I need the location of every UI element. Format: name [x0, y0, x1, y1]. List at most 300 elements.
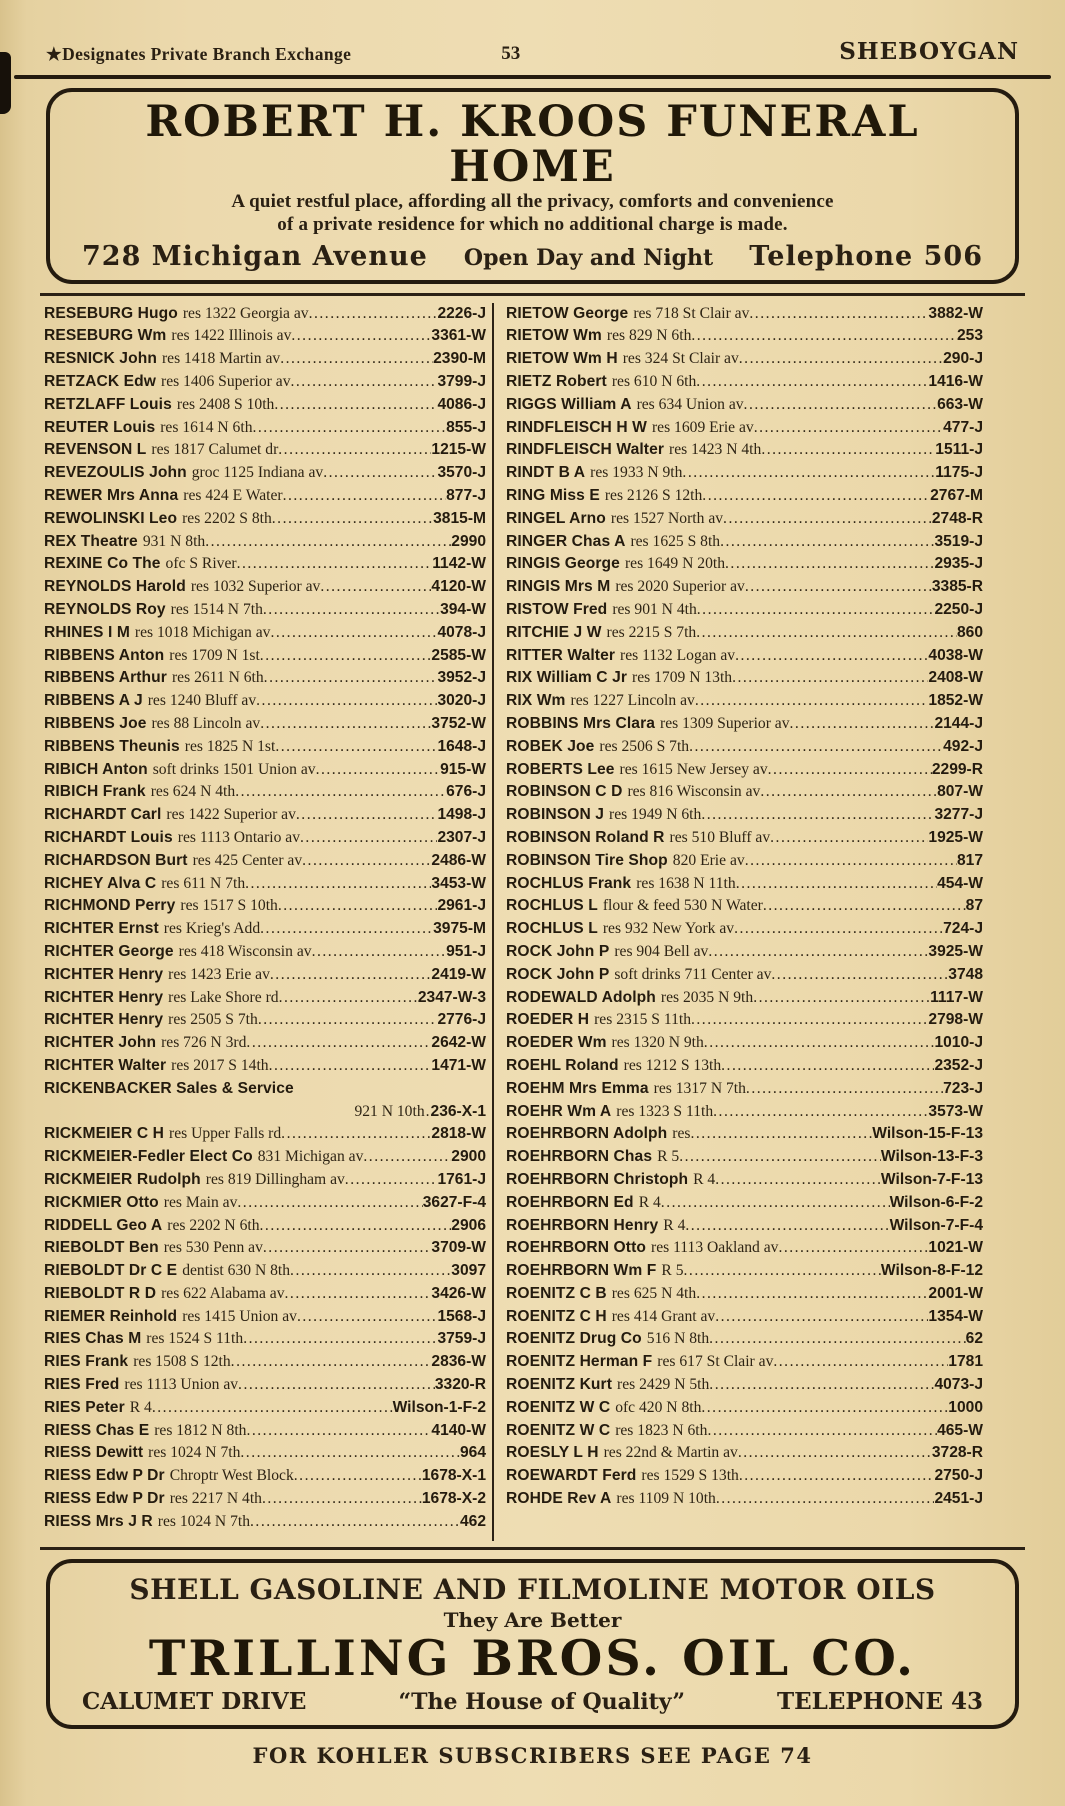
entry-phone: 2748-R	[931, 509, 983, 527]
entry-name: RISTOW Fred	[506, 600, 608, 618]
entry-info: res 2505 S 7th	[168, 1011, 258, 1029]
entry-phone: 3573-W	[928, 1102, 983, 1120]
entry-phone: 477-J	[943, 418, 983, 436]
entry-info: res 1508 S 12th	[133, 1353, 231, 1371]
entry-phone: 676-J	[446, 783, 486, 801]
directory-entry	[506, 964, 983, 987]
directory-entry	[506, 1101, 983, 1124]
directory-entry	[506, 736, 983, 759]
directory-entry	[506, 827, 983, 850]
entry-info: R 4	[663, 1216, 686, 1234]
leader-dots	[773, 1351, 948, 1374]
leader-dots	[754, 417, 943, 440]
leader-dots	[721, 1055, 934, 1078]
entry-phone: 3815-M	[433, 509, 486, 527]
leader-dots	[691, 325, 957, 348]
leader-dots	[245, 873, 431, 896]
entry-name: RINGIS George	[506, 555, 620, 573]
leader-dots	[316, 759, 441, 782]
entry-phone: 807-W	[937, 783, 983, 801]
leader-dots	[749, 303, 928, 326]
entry-info: res 1524 S 11th	[146, 1330, 244, 1348]
leader-dots	[258, 1009, 438, 1032]
directory-entry	[44, 508, 486, 531]
directory-entry	[44, 1123, 486, 1146]
entry-phone: 253	[956, 327, 983, 345]
city-name: SHEBOYGAN	[839, 38, 1019, 65]
entry-info: Chroptr West Block	[169, 1467, 294, 1485]
leader-dots	[732, 667, 928, 690]
entry-info: dentist 630 N 8th	[182, 1262, 291, 1280]
directory-entry	[44, 1374, 486, 1397]
directory-entry	[44, 348, 486, 371]
entry-name: REYNOLDS Harold	[44, 578, 186, 596]
entry-phone: 4038-W	[928, 646, 983, 664]
entry-info: res 1024 N 7th	[157, 1512, 251, 1530]
entry-name: REUTER Louis	[44, 418, 156, 436]
entry-info: res 2202 N 6th	[167, 1216, 260, 1234]
directory-entry	[506, 1078, 983, 1101]
directory-column-left	[0, 303, 492, 1541]
entry-phone: Wilson-7-F-4	[889, 1216, 983, 1234]
leader-dots	[312, 941, 447, 964]
entry-info: res 2429 N 5th	[617, 1376, 710, 1394]
entry-name: RIEBOLDT R D	[44, 1284, 157, 1302]
entry-name: RICKMEIER Rudolph	[44, 1170, 201, 1188]
entry-phone: 2836-W	[431, 1353, 486, 1371]
entry-phone: 1678-X-1	[421, 1467, 486, 1485]
entry-info: 516 N 8th	[646, 1330, 710, 1348]
entry-name: ROENITZ W C	[506, 1421, 611, 1439]
entry-phone: 1416-W	[928, 373, 983, 391]
entry-name: RIETOW Wm H	[506, 350, 618, 368]
entry-name: RIES Frank	[44, 1353, 129, 1371]
entry-phone: 1175-J	[935, 464, 983, 482]
entry-name: RINGER Chas A	[506, 532, 626, 550]
directory-entry	[44, 1283, 486, 1306]
entry-info: res 2315 S 11th	[594, 1011, 691, 1029]
entry-phone: 465-W	[937, 1421, 983, 1439]
leader-dots	[697, 599, 935, 622]
entry-name: RIX William C Jr	[506, 669, 628, 687]
leader-dots	[736, 873, 937, 896]
entry-phone: Wilson-1-F-2	[392, 1398, 486, 1416]
entry-info: res 816 Wisconsin av	[627, 783, 761, 801]
entry-phone: 492-J	[943, 737, 983, 755]
directory-entry	[506, 850, 983, 873]
entry-phone: 3277-J	[934, 806, 983, 824]
directory-entry	[506, 1192, 983, 1215]
leader-dots	[761, 439, 935, 462]
entry-info: res 1709 N 1st	[169, 646, 260, 664]
directory-entry	[506, 622, 983, 645]
leader-dots	[260, 713, 431, 736]
directory-entry	[44, 485, 486, 508]
entry-name: ROENITZ Herman F	[506, 1353, 653, 1371]
entry-name: RIESS Dewitt	[44, 1444, 144, 1462]
entry-name: RETZLAFF Louis	[44, 395, 172, 413]
leader-dots	[264, 667, 438, 690]
entry-name: RICHTER Henry	[44, 988, 164, 1006]
entry-phone: 3385-R	[931, 578, 983, 596]
entry-name: RICHTER Henry	[44, 965, 164, 983]
leader-dots	[708, 941, 928, 964]
entry-phone: 2486-W	[431, 851, 486, 869]
leader-dots	[723, 508, 932, 531]
entry-phone: 1511-J	[935, 441, 983, 459]
entry-phone: 2299-R	[931, 760, 983, 778]
entry-phone: 2767-M	[930, 487, 983, 504]
leader-dots	[716, 1488, 935, 1511]
oil-ad-telephone: TELEPHONE 43	[777, 1687, 983, 1715]
directory-entry	[506, 394, 983, 417]
leader-dots	[263, 1237, 432, 1260]
directory-entry	[506, 987, 983, 1010]
leader-dots	[702, 485, 930, 508]
directory-entry	[506, 531, 983, 554]
directory-entry	[44, 781, 486, 804]
entry-info: res 1322 Georgia av	[182, 304, 309, 322]
directory-entry	[44, 1420, 486, 1443]
leader-dots	[320, 576, 431, 599]
leader-dots	[715, 1169, 881, 1192]
entry-name: RESEBURG Wm	[44, 327, 167, 345]
directory-entry	[506, 895, 983, 918]
leader-dots	[283, 485, 447, 508]
entry-info: res 2020 Superior av	[615, 578, 745, 596]
directory-entry	[44, 1511, 486, 1534]
entry-info: res 819 Dillingham av	[205, 1170, 345, 1188]
entry-phone: 1021-W	[928, 1239, 983, 1257]
entry-info: res 418 Wisconsin av	[178, 942, 312, 960]
leader-dots	[262, 1488, 422, 1511]
directory-entry	[506, 781, 983, 804]
directory-entry	[44, 1146, 486, 1169]
directory-entry	[506, 918, 983, 941]
entry-name: ROBERTS Lee	[506, 760, 615, 778]
entry-phone: 1142-W	[432, 555, 486, 573]
leader-dots	[696, 622, 957, 645]
entry-info: R 4	[129, 1398, 152, 1416]
entry-name: RIES Chas M	[44, 1330, 142, 1348]
entry-info: R 5	[657, 1148, 680, 1166]
directory-entry	[44, 325, 486, 348]
entry-name: RICHTER George	[44, 942, 174, 960]
entry-phone: 2250-J	[934, 600, 983, 618]
directory-entry	[506, 873, 983, 896]
entry-name: RICKMEIER-Fedler Elect Co	[44, 1148, 253, 1166]
directory-entry	[44, 1306, 486, 1329]
leader-dots	[279, 987, 418, 1010]
directory-entry	[44, 462, 486, 485]
entry-phone: 2798-W	[928, 1011, 983, 1029]
entry-name: RIES Peter	[44, 1398, 125, 1416]
entry-phone: 3519-J	[934, 532, 983, 550]
leader-dots	[704, 1032, 935, 1055]
entry-phone: 2226-J	[437, 304, 486, 322]
entry-info: res 1625 S 8th	[630, 532, 721, 550]
leader-dots	[790, 713, 935, 736]
entry-phone: 454-W	[937, 874, 983, 892]
directory-entry-continuation	[44, 1101, 486, 1124]
entry-name: ROEDER H	[506, 1011, 590, 1029]
oil-company-ad	[46, 1559, 1019, 1729]
entry-info: res 1240 Bluff av	[147, 692, 257, 710]
entry-phone: Wilson-15-F-13	[872, 1125, 983, 1143]
leader-dots	[205, 531, 451, 554]
entry-info: res 1320 N 9th	[611, 1034, 704, 1052]
entry-info: res 1113 Union av	[124, 1376, 239, 1394]
entry-info: res 1212 S 13th	[623, 1056, 722, 1074]
leader-dots	[701, 804, 934, 827]
directory-entry	[44, 576, 486, 599]
entry-phone: 2906	[451, 1216, 486, 1234]
entry-phone: 3759-J	[437, 1330, 486, 1348]
entry-info: res Main av	[163, 1193, 238, 1211]
entry-info: res 617 St Clair av	[657, 1353, 774, 1371]
directory-entry	[506, 1465, 983, 1488]
directory-entry	[44, 1442, 486, 1465]
entry-name: RIESS Edw P Dr	[44, 1467, 165, 1485]
entry-name: RICHTER Walter	[44, 1056, 167, 1074]
leader-dots	[152, 1397, 393, 1420]
entry-name: RICHARDSON Burt	[44, 851, 188, 869]
entry-info: res 1614 N 6th	[160, 418, 253, 436]
entry-info: res 2215 S 7th	[606, 623, 697, 641]
entry-phone: 3426-W	[431, 1284, 486, 1302]
entry-info: res 1609 Erie av	[651, 418, 754, 436]
directory-entry	[44, 1215, 486, 1238]
entry-info: res Krieg's Add	[163, 920, 261, 938]
directory-entry	[44, 645, 486, 668]
directory-entry	[44, 690, 486, 713]
entry-name: ROEHRBORN Adolph	[506, 1125, 668, 1143]
leader-dots	[272, 508, 433, 531]
directory-entry	[44, 850, 486, 873]
funeral-home-ad	[46, 88, 1019, 284]
directory-entry	[506, 439, 983, 462]
leader-dots	[713, 1101, 928, 1124]
entry-phone: 817	[956, 851, 983, 869]
entry-phone: 1117-W	[930, 988, 983, 1006]
entry-name: RINGIS Mrs M	[506, 578, 611, 596]
entry-phone: 3748	[948, 965, 983, 983]
directory-entry	[44, 964, 486, 987]
entry-info: res 1109 N 10th	[616, 1490, 716, 1508]
entry-name: ROEWARDT Ferd	[506, 1467, 637, 1485]
entry-phone: 2144-J	[934, 714, 983, 732]
entry-phone: 855-J	[446, 418, 486, 436]
entry-info: res 1415 Union av	[182, 1307, 297, 1325]
entry-info: res 2202 S 8th	[182, 509, 272, 527]
entry-info: res 1317 N 7th	[653, 1079, 746, 1097]
entry-info: res 1517 S 10th	[180, 897, 278, 915]
directory-entry	[44, 1328, 486, 1351]
entry-phone: 4120-W	[431, 578, 486, 596]
entry-phone: 1678-X-2	[421, 1490, 486, 1508]
directory-entry	[506, 371, 983, 394]
ad-tagline-line2: of a private residence for which no additional charge is made.	[277, 214, 788, 236]
entry-phone: 3799-J	[437, 373, 486, 391]
entry-name: RIESS Mrs J R	[44, 1512, 153, 1530]
directory-entry	[506, 1146, 983, 1169]
directory-entry	[44, 622, 486, 645]
entry-phone: Wilson-7-F-13	[880, 1170, 983, 1188]
entry-name: REYNOLDS Roy	[44, 600, 166, 618]
entry-phone: 462	[459, 1512, 486, 1530]
leader-dots	[745, 850, 957, 873]
entry-phone: 3975-M	[433, 920, 486, 938]
entry-phone: 1215-W	[431, 441, 486, 459]
entry-name: RITTER Walter	[506, 646, 616, 664]
entry-name: REVEZOULIS John	[44, 464, 187, 482]
oil-ad-address: CALUMET DRIVE	[82, 1687, 307, 1715]
directory-entry	[44, 1078, 486, 1101]
entry-name: RICHMOND Perry	[44, 897, 176, 915]
directory-entry	[44, 1465, 486, 1488]
directory-entry	[506, 941, 983, 964]
entry-name: RICKMEIER C H	[44, 1125, 164, 1143]
entry-info: res 1132 Logan av	[620, 646, 736, 664]
leader-dots	[246, 1420, 431, 1443]
directory-entry	[506, 1306, 983, 1329]
entry-name: ROEHM Mrs Emma	[506, 1079, 649, 1097]
entry-name: ROBINSON Tire Shop	[506, 851, 668, 869]
leader-dots	[684, 1260, 881, 1283]
entry-info: res 1422 Illinois av	[171, 327, 292, 345]
entry-name: ROBBINS Mrs Clara	[506, 714, 656, 732]
entry-info: R 5	[661, 1262, 684, 1280]
entry-info: res 610 N 6th	[611, 373, 697, 391]
leader-dots	[725, 553, 934, 576]
leader-dots	[278, 895, 438, 918]
entry-name: RIGGS William A	[506, 395, 632, 413]
entry-name: REWER Mrs Anna	[44, 487, 179, 504]
entry-name: RINDFLEISCH Walter	[506, 441, 665, 459]
directory-entry	[44, 417, 486, 440]
directory-entry	[506, 759, 983, 782]
directory-entry	[506, 1488, 983, 1511]
directory-entry	[506, 1374, 983, 1397]
directory-entry	[506, 1260, 983, 1283]
directory-entry	[506, 1009, 983, 1032]
directory-entry	[506, 599, 983, 622]
entry-name: RICKMIER Otto	[44, 1193, 159, 1211]
oil-ad-company: TRILLING BROS. OIL CO.	[148, 1628, 917, 1687]
entry-name: RINGEL Arno	[506, 509, 606, 527]
entry-phone: 3097	[451, 1262, 486, 1280]
directory-entry	[506, 325, 983, 348]
entry-name: ROEHRBORN Chas	[506, 1148, 653, 1166]
entry-name: ROEHRBORN Christoph	[506, 1170, 689, 1188]
ad-tagline-line1: A quiet restful place, affording all the privacy, comforts and convenience	[231, 191, 834, 213]
entry-info: res 2017 S 14th	[171, 1056, 269, 1074]
directory-entry	[44, 1397, 486, 1420]
entry-info: res 424 E Water	[183, 487, 283, 504]
directory-entry	[44, 895, 486, 918]
leader-dots	[231, 1351, 432, 1374]
entry-name: RICHTER Henry	[44, 1011, 164, 1029]
entry-info: res 1418 Martin av	[161, 350, 281, 368]
entry-phone: 62	[965, 1330, 983, 1348]
entry-phone: 3709-W	[431, 1239, 486, 1257]
entry-name: ROBINSON J	[506, 806, 605, 824]
entry-info: 921 N 10th	[354, 1102, 425, 1120]
entry-info: soft drinks 1501 Union av	[152, 760, 316, 778]
entry-info: res 1709 N 13th	[632, 669, 733, 687]
entry-phone: 2990	[451, 532, 486, 550]
directory-entry	[44, 918, 486, 941]
entry-name: REWOLINSKI Leo	[44, 509, 178, 527]
leader-dots	[291, 325, 431, 348]
leader-dots	[260, 645, 432, 668]
entry-info: res 625 N 4th	[611, 1284, 697, 1302]
leader-dots	[269, 1055, 432, 1078]
directory-entry	[44, 1351, 486, 1374]
entry-name: ROCK John P	[506, 965, 610, 983]
leader-dots	[707, 1420, 937, 1443]
entry-info: res 1527 North av	[610, 509, 724, 527]
entry-info: res 425 Center av	[192, 851, 303, 869]
leader-dots	[345, 1169, 438, 1192]
entry-name: RIEBOLDT Dr C E	[44, 1262, 178, 1280]
entry-info: res 1423 Erie av	[168, 965, 270, 983]
entry-phone: 2001-W	[928, 1284, 983, 1302]
entry-name: RESEBURG Hugo	[44, 304, 178, 322]
directory-entry	[44, 439, 486, 462]
directory-entry	[506, 576, 983, 599]
leader-dots	[771, 964, 948, 987]
entry-info: res 2506 S 7th	[599, 737, 690, 755]
entry-name: RHINES I M	[44, 623, 130, 641]
leader-dots	[291, 371, 438, 394]
entry-name: RIBBENS Anton	[44, 646, 165, 664]
directory-entry	[44, 987, 486, 1010]
leader-dots	[363, 1146, 451, 1169]
entry-name: RICHARDT Louis	[44, 828, 173, 846]
leader-dots	[243, 1328, 437, 1351]
directory-entry	[506, 1328, 983, 1351]
leader-dots	[685, 1215, 889, 1238]
entry-name: ROBINSON C D	[506, 783, 623, 801]
leader-dots	[270, 964, 431, 987]
entry-phone: 3020-J	[437, 692, 486, 710]
entry-phone: 2935-J	[934, 555, 983, 573]
entry-phone: 1354-W	[928, 1307, 983, 1325]
entry-phone: 394-W	[440, 600, 486, 618]
entry-name: RIES Fred	[44, 1376, 120, 1394]
leader-dots	[701, 1397, 948, 1420]
entry-info: res 932 New York av	[602, 920, 735, 938]
oil-ad-slogan: “The House of Quality”	[398, 1688, 685, 1715]
entry-name: RINDT B A	[506, 464, 586, 482]
binding-mark	[0, 52, 11, 114]
entry-name: ROCK John P	[506, 942, 610, 960]
directory-entry	[506, 462, 983, 485]
directory-entry	[506, 645, 983, 668]
leader-dots	[768, 759, 932, 782]
entry-phone: 724-J	[943, 920, 983, 938]
entry-name: ROEHRBORN Wm F	[506, 1262, 657, 1280]
page-number: 53	[501, 43, 521, 64]
entry-phone: 3570-J	[437, 464, 486, 482]
entry-info: res 2408 S 10th	[176, 395, 275, 413]
entry-name: RIETOW George	[506, 304, 629, 322]
leader-dots	[238, 1374, 435, 1397]
leader-dots	[691, 1009, 928, 1032]
entry-phone: 2900	[451, 1148, 486, 1166]
entry-name: ROCHLUS L	[506, 897, 598, 915]
